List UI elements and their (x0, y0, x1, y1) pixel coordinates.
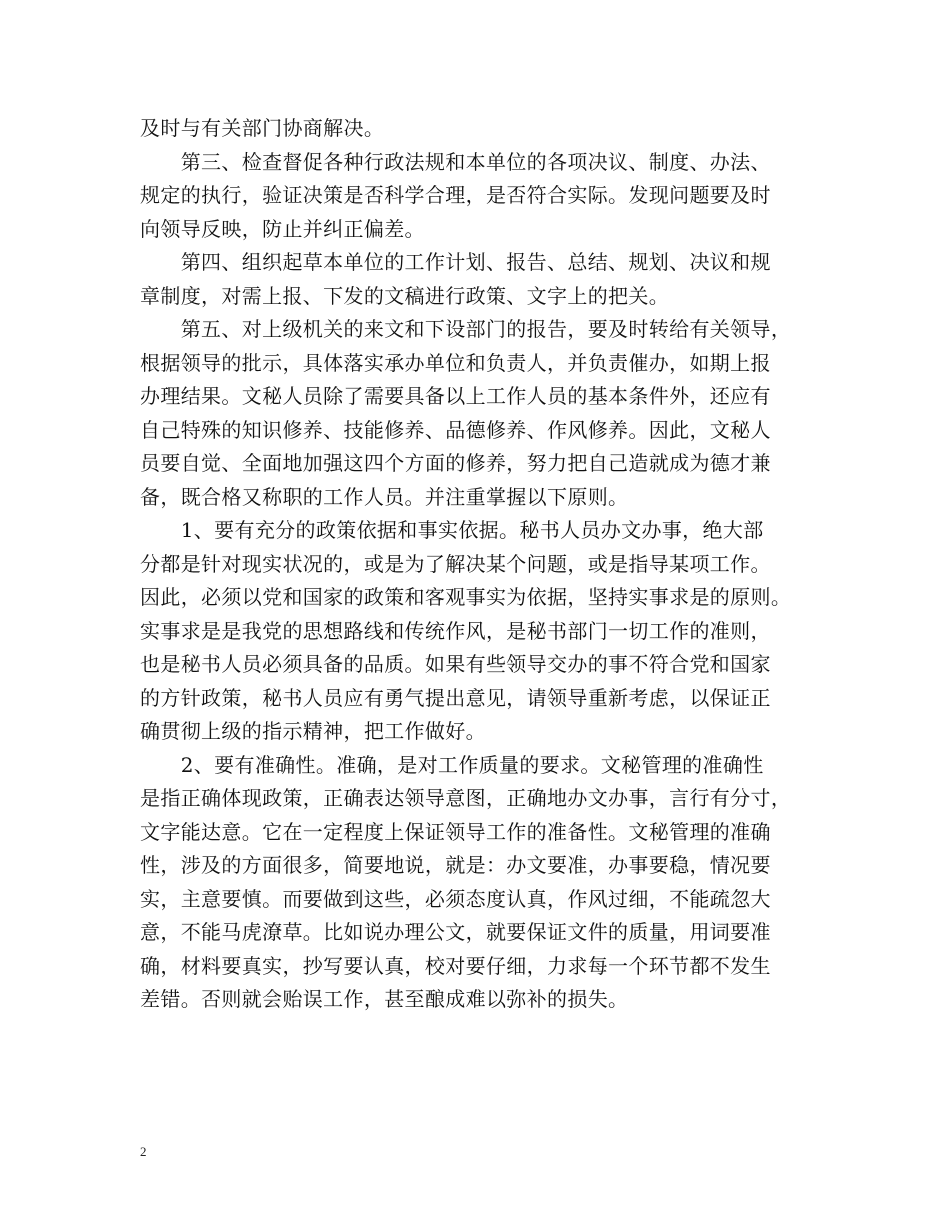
text-line: 是指正确体现政策，正确表达领导意图，正确地办文办事，言行有分寸， (140, 786, 792, 810)
text-line: 员要自觉、全面地加强这四个方面的修养，努力把自己造就成为德才兼 (140, 451, 771, 475)
text-line: 也是秘书人员必须具备的品质。如果有些领导交办的事不符合党和国家 (140, 652, 771, 676)
text-line: 及时与有关部门协商解决。 (140, 116, 385, 140)
text-line: 的方针政策，秘书人员应有勇气提出意见，请领导重新考虑，以保证正 (140, 685, 771, 710)
text-line: 文字能达意。它在一定程度上保证领导工作的准备性。文秘管理的准确 (140, 819, 771, 844)
document-body (140, 112, 822, 1017)
text-line: 2、要有准确性。准确，是对工作质量的要求。文秘管理的准确性 (140, 752, 764, 777)
text-line: 确，材料要真实，抄写要认真，校对要仔细，力求每一个环节都不发生 (140, 953, 771, 978)
text-line: 1、要有充分的政策依据和事实依据。秘书人员办文办事，绝大部 (140, 518, 764, 542)
text-line: 向领导反映，防止并纠正偏差。 (140, 216, 425, 241)
text-line: 分都是针对现实状况的，或是为了解决某个问题，或是指导某项工作。 (140, 551, 771, 576)
text-line: 章制度，对需上报、下发的文稿进行政策、文字上的把关。 (140, 283, 670, 308)
text-line: 根据领导的批示，具体落实承办单位和负责人，并负责催办，如期上报 (140, 350, 771, 375)
text-line: 自己特殊的知识修养、技能修养、品德修养、作风修养。因此，文秘人 (140, 417, 771, 442)
text-line: 规定的执行，验证决策是否科学合理，是否符合实际。发现问题要及时 (140, 183, 771, 207)
text-line: 确贯彻上级的指示精神，把工作做好。 (140, 719, 486, 743)
text-line: 备，既合格又称职的工作人员。并注重掌握以下原则。 (140, 484, 629, 509)
text-line: 第五、对上级机关的来文和下设部门的报告，要及时转给有关领导， (140, 317, 792, 341)
text-line: 意，不能马虎潦草。比如说办理公文，就要保证文件的质量，用词要准 (140, 920, 771, 944)
text-line: 第四、组织起草本单位的工作计划、报告、总结、规划、决议和规 (140, 250, 771, 274)
text-line: 实，主意要慎。而要做到这些，必须态度认真，作风过细，不能疏忽大 (140, 886, 771, 911)
text-line: 性，涉及的方面很多，简要地说，就是：办文要准，办事要稳，情况要 (140, 853, 771, 877)
text-line: 实事求是是我党的思想路线和传统作风，是秘书部门一切工作的准则， (140, 618, 771, 643)
text-line: 因此，必须以党和国家的政策和客观事实为依据，坚持实事求是的原则。 (140, 585, 792, 609)
text-line: 办理结果。文秘人员除了需要具备以上工作人员的基本条件外，还应有 (140, 384, 771, 408)
page-number: 2 (140, 1144, 147, 1159)
text-line: 差错。否则就会贻误工作，甚至酿成难以弥补的损失。 (140, 987, 629, 1011)
text-line: 第三、检查督促各种行政法规和本单位的各项决议、制度、办法、 (140, 149, 771, 174)
